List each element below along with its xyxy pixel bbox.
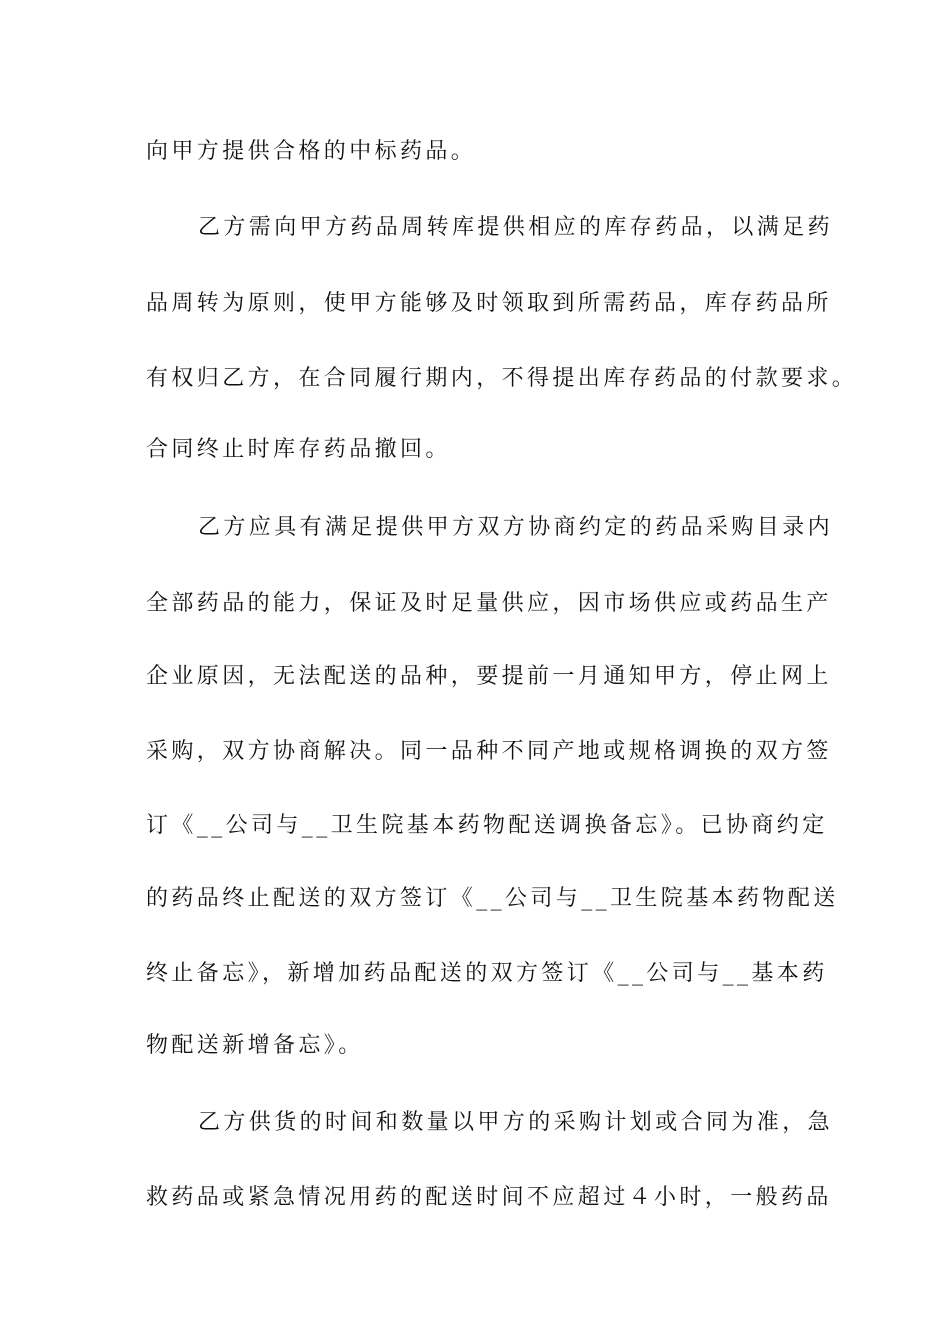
text-line: 向甲方提供合格的中标药品。: [146, 139, 477, 164]
text-line: 企业原因，无法配送的品种，要提前一月通知甲方，停止网上: [146, 664, 832, 689]
text-line: 订《__公司与__卫生院基本药物配送调换备忘》。已协商约定: [146, 813, 828, 838]
text-line: 合同终止时库存药品撤回。: [146, 437, 451, 462]
text-line: 品周转为原则，使甲方能够及时领取到所需药品，库存药品所: [146, 291, 832, 316]
text-line: 乙方需向甲方药品周转库提供相应的库存药品，以满足药: [198, 215, 834, 240]
text-line: 救药品或紧急情况用药的配送时间不应超过４小时，一般药品: [146, 1185, 832, 1210]
text-line: 终止备忘》，新增加药品配送的双方签订《__公司与__基本药: [146, 961, 828, 986]
text-line: 全部药品的能力，保证及时足量供应，因市场供应或药品生产: [146, 591, 832, 616]
text-line: 乙方应具有满足提供甲方双方协商约定的药品采购目录内: [198, 515, 834, 540]
text-line: 物配送新增备忘》。: [146, 1033, 364, 1058]
text-line: 采购，双方协商解决。同一品种不同产地或规格调换的双方签: [146, 739, 832, 764]
text-line: 有权归乙方，在合同履行期内，不得提出库存药品的付款要求。: [146, 366, 858, 391]
text-line: 乙方供货的时间和数量以甲方的采购计划或合同为准，急: [198, 1110, 834, 1135]
text-line: 的药品终止配送的双方签订《__公司与__卫生院基本药物配送: [146, 886, 839, 911]
